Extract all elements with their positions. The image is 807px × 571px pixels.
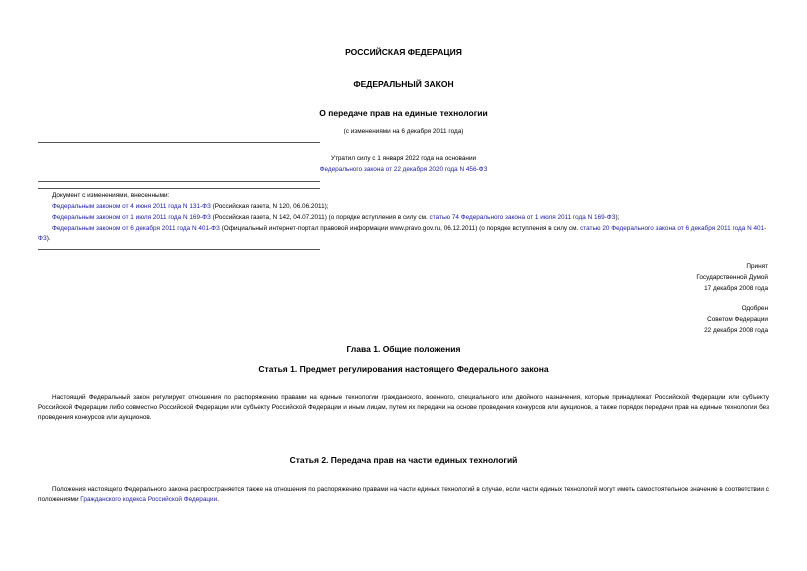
civil-code-link[interactable]: Гражданского кодекса Российской Федерации	[80, 496, 218, 503]
duma-label: Государственной Думой	[696, 274, 768, 281]
approved-label: Одобрен	[741, 305, 768, 312]
chapter-title: Глава 1. Общие положения	[346, 344, 461, 354]
amended-note: (с изменениями на 6 декабря 2011 года)	[343, 128, 464, 135]
divider	[38, 249, 320, 250]
divider	[38, 142, 320, 143]
amendment-end: ).	[46, 235, 51, 242]
divider	[38, 181, 320, 182]
amendment-law-link[interactable]: Федеральным законом от 6 декабря 2011 года N 401-ФЗ	[52, 225, 220, 232]
law-title: О передаче прав на единые технологии	[319, 108, 488, 118]
law-type-heading: ФЕДЕРАЛЬНЫЙ ЗАКОН	[353, 79, 454, 89]
amendment-text: (Российская газета, N 120, 06.06.2011);	[210, 203, 329, 210]
amendment-article-link[interactable]: статью 20 Федерального закона от 6 декабря 2011 года N 401-ФЗ	[38, 225, 767, 242]
amendment-law-link[interactable]: Федеральным законом от 1 июля 2011 года N 169-ФЗ	[52, 214, 211, 221]
amendment-item	[52, 202, 329, 212]
amendment-item	[52, 213, 619, 223]
article-2-title: Статья 2. Передача прав на части единых технологий	[289, 455, 518, 465]
article-2-text	[38, 485, 769, 505]
article-2-body: Положения настоящего Федерального закона распространяется также на отношения по распоряжению правами на части единых технологий в случае, если части единых технологий могут иметь самостоятельное значение в соответствии с положениями	[38, 486, 769, 503]
amendments-intro: Документ с изменениями, внесенными:	[52, 192, 170, 199]
article-1-title: Статья 1. Предмет регулирования настоящего Федерального закона	[258, 364, 549, 374]
amendment-text: (Официальный интернет-портал правовой информации www.pravo.gov.ru, 06.12.2011) (о порядке вступления в силу см.	[219, 225, 581, 232]
article-1-text: Настоящий Федеральный закон регулирует отношения по распоряжению правами на единые технологии гражданского, военного, специального или двойного назначения, которые принадлежат Российской Федерации или субъекту Российской Федерации либо совместно Российской Федерации или субъекту Российской Федерации и иным лицам, путем их передачи на основе проведения конкурсов или аукционов, а также порядок передачи прав на единые технологии без проведения конкурсов или аукционов.	[38, 394, 769, 421]
duma-date: 17 декабря 2008 года	[704, 285, 768, 292]
accepted-label: Принят	[746, 263, 768, 270]
repeal-law-link[interactable]: Федерального закона от 22 декабря 2020 года N 456-ФЗ	[319, 166, 488, 173]
amendment-end: );	[615, 214, 620, 221]
amendment-law-link[interactable]: Федеральным законом от 4 июня 2011 года N 131-ФЗ	[52, 203, 211, 210]
amendment-item	[38, 224, 768, 244]
article-2-end: .	[217, 496, 219, 503]
repeal-text: Утратил силу с 1 января 2022 года на основании	[330, 155, 477, 162]
council-date: 22 декабря 2008 года	[704, 327, 768, 334]
council-label: Советом Федерации	[707, 316, 768, 323]
divider	[38, 188, 320, 189]
country-heading: РОССИЙСКАЯ ФЕДЕРАЦИЯ	[345, 47, 462, 57]
repeal-notice	[0, 165, 807, 175]
amendment-text: (Российская газета, N 142, 04.07.2011) (о порядке вступления в силу см.	[210, 214, 430, 221]
amendment-article-link[interactable]: статью 74 Федерального закона от 1 июля 2011 года N 169-ФЗ	[429, 214, 616, 221]
